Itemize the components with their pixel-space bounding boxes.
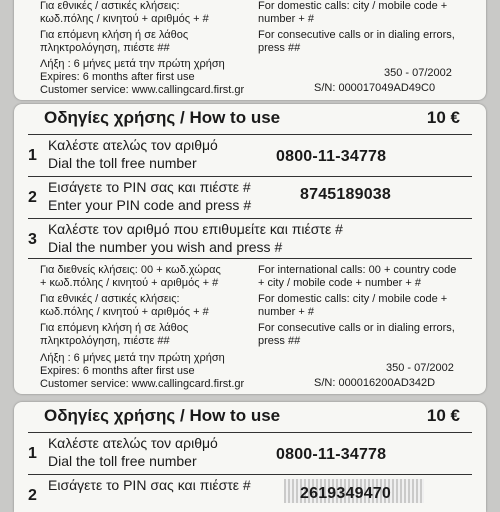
step-text-gr: Εισάγετε το PIN σας και πιέστε # [48,477,251,493]
pin-code: 8745189038 [300,186,391,203]
batch-number: 350 - 07/2002 [386,362,454,374]
divider [28,258,472,259]
calling-card-middle [14,104,486,394]
domestic-calls-en-1: For domestic calls: city / mobile code + [258,0,448,12]
serial-number: S/N: 000017049AD49C0 [314,82,436,94]
step-1 [28,134,472,175]
domestic-calls-gr-2: κωδ.πόλης / κινητού + αριθμός + # [40,306,209,318]
international-calls-en-2: + city / mobile code + number + # [258,277,421,289]
step-2 [28,176,472,217]
consecutive-calls-en-1: For consecutive calls or in dialing errors, [258,322,455,334]
consecutive-calls-en-2: press ## [258,335,301,347]
customer-service: Customer service: www.callingcard.first.gr [40,378,245,390]
expiry-en: Expires: 6 months after first use [40,365,195,377]
consecutive-calls-gr-1: Για επόμενη κλήση ή σε λάθος [40,322,189,334]
card-title: Οδηγίες χρήσης / How to use [44,108,281,127]
step-2 [28,474,472,512]
calling-card-top [14,0,486,100]
expiry-gr: Λήξη : 6 μήνες μετά την πρώτη χρήση [40,352,225,364]
toll-free-number: 0800-11-34778 [276,148,387,165]
international-calls-en-1: For international calls: 00 + country code [258,264,457,276]
step-text-gr: Καλέστε ατελώς τον αριθμό [48,435,218,451]
step-number: 1 [28,445,37,462]
domestic-calls-gr-1: Για εθνικές / αστικές κλήσεις: [40,0,180,12]
international-calls-gr-2: + κωδ.πόλης / κινητού + αριθμός + # [40,277,219,289]
domestic-calls-en-2: number + # [258,13,314,25]
step-text-gr: Καλέστε ατελώς τον αριθμό [48,137,218,153]
domestic-calls-gr-1: Για εθνικές / αστικές κλήσεις: [40,293,180,305]
step-text-en: Dial the toll free number [48,453,197,469]
consecutive-calls-gr-2: πληκτρολόγηση, πιέστε ## [40,42,170,54]
step-number: 2 [28,189,37,206]
expiry-gr: Λήξη : 6 μήνες μετά την πρώτη χρήση [40,58,225,70]
serial-number: S/N: 000016200AD342D [314,377,436,389]
step-text-en: Dial the toll free number [48,155,197,171]
domestic-calls-en-1: For domestic calls: city / mobile code + [258,293,448,305]
step-text-gr: Καλέστε τον αριθμό που επιθυμείτε και πιέστε # [48,221,343,237]
consecutive-calls-gr-1: Για επόμενη κλήση ή σε λάθος [40,29,189,41]
step-text-en: Enter your PIN code and press # [48,197,252,213]
step-number: 1 [28,147,37,164]
international-calls-gr-1: Για διεθνείς κλήσεις: 00 + κωδ.χώρας [40,264,221,276]
domestic-calls-gr-2: κωδ.πόλης / κινητού + αριθμός + # [40,13,209,25]
step-number: 3 [28,231,37,248]
card-price: 10 € [426,406,460,425]
customer-service: Customer service: www.callingcard.first.gr [40,84,245,96]
step-3 [28,218,472,259]
step-number: 2 [28,487,37,504]
step-1 [28,432,472,473]
domestic-calls-en-2: number + # [258,306,314,318]
step-text-en: Dial the number you wish and press # [48,239,283,255]
card-title: Οδηγίες χρήσης / How to use [44,406,281,425]
step-text-gr: Εισάγετε το PIN σας και πιέστε # [48,179,251,195]
consecutive-calls-gr-2: πληκτρολόγηση, πιέστε ## [40,335,170,347]
consecutive-calls-en-1: For consecutive calls or in dialing errors, [258,29,455,41]
toll-free-number: 0800-11-34778 [276,446,387,463]
pin-code: 2619349470 [300,485,391,502]
consecutive-calls-en-2: press ## [258,42,301,54]
batch-number: 350 - 07/2002 [384,67,452,79]
card-price: 10 € [426,108,460,127]
expiry-en: Expires: 6 months after first use [40,71,195,83]
calling-card-bottom [14,402,486,512]
